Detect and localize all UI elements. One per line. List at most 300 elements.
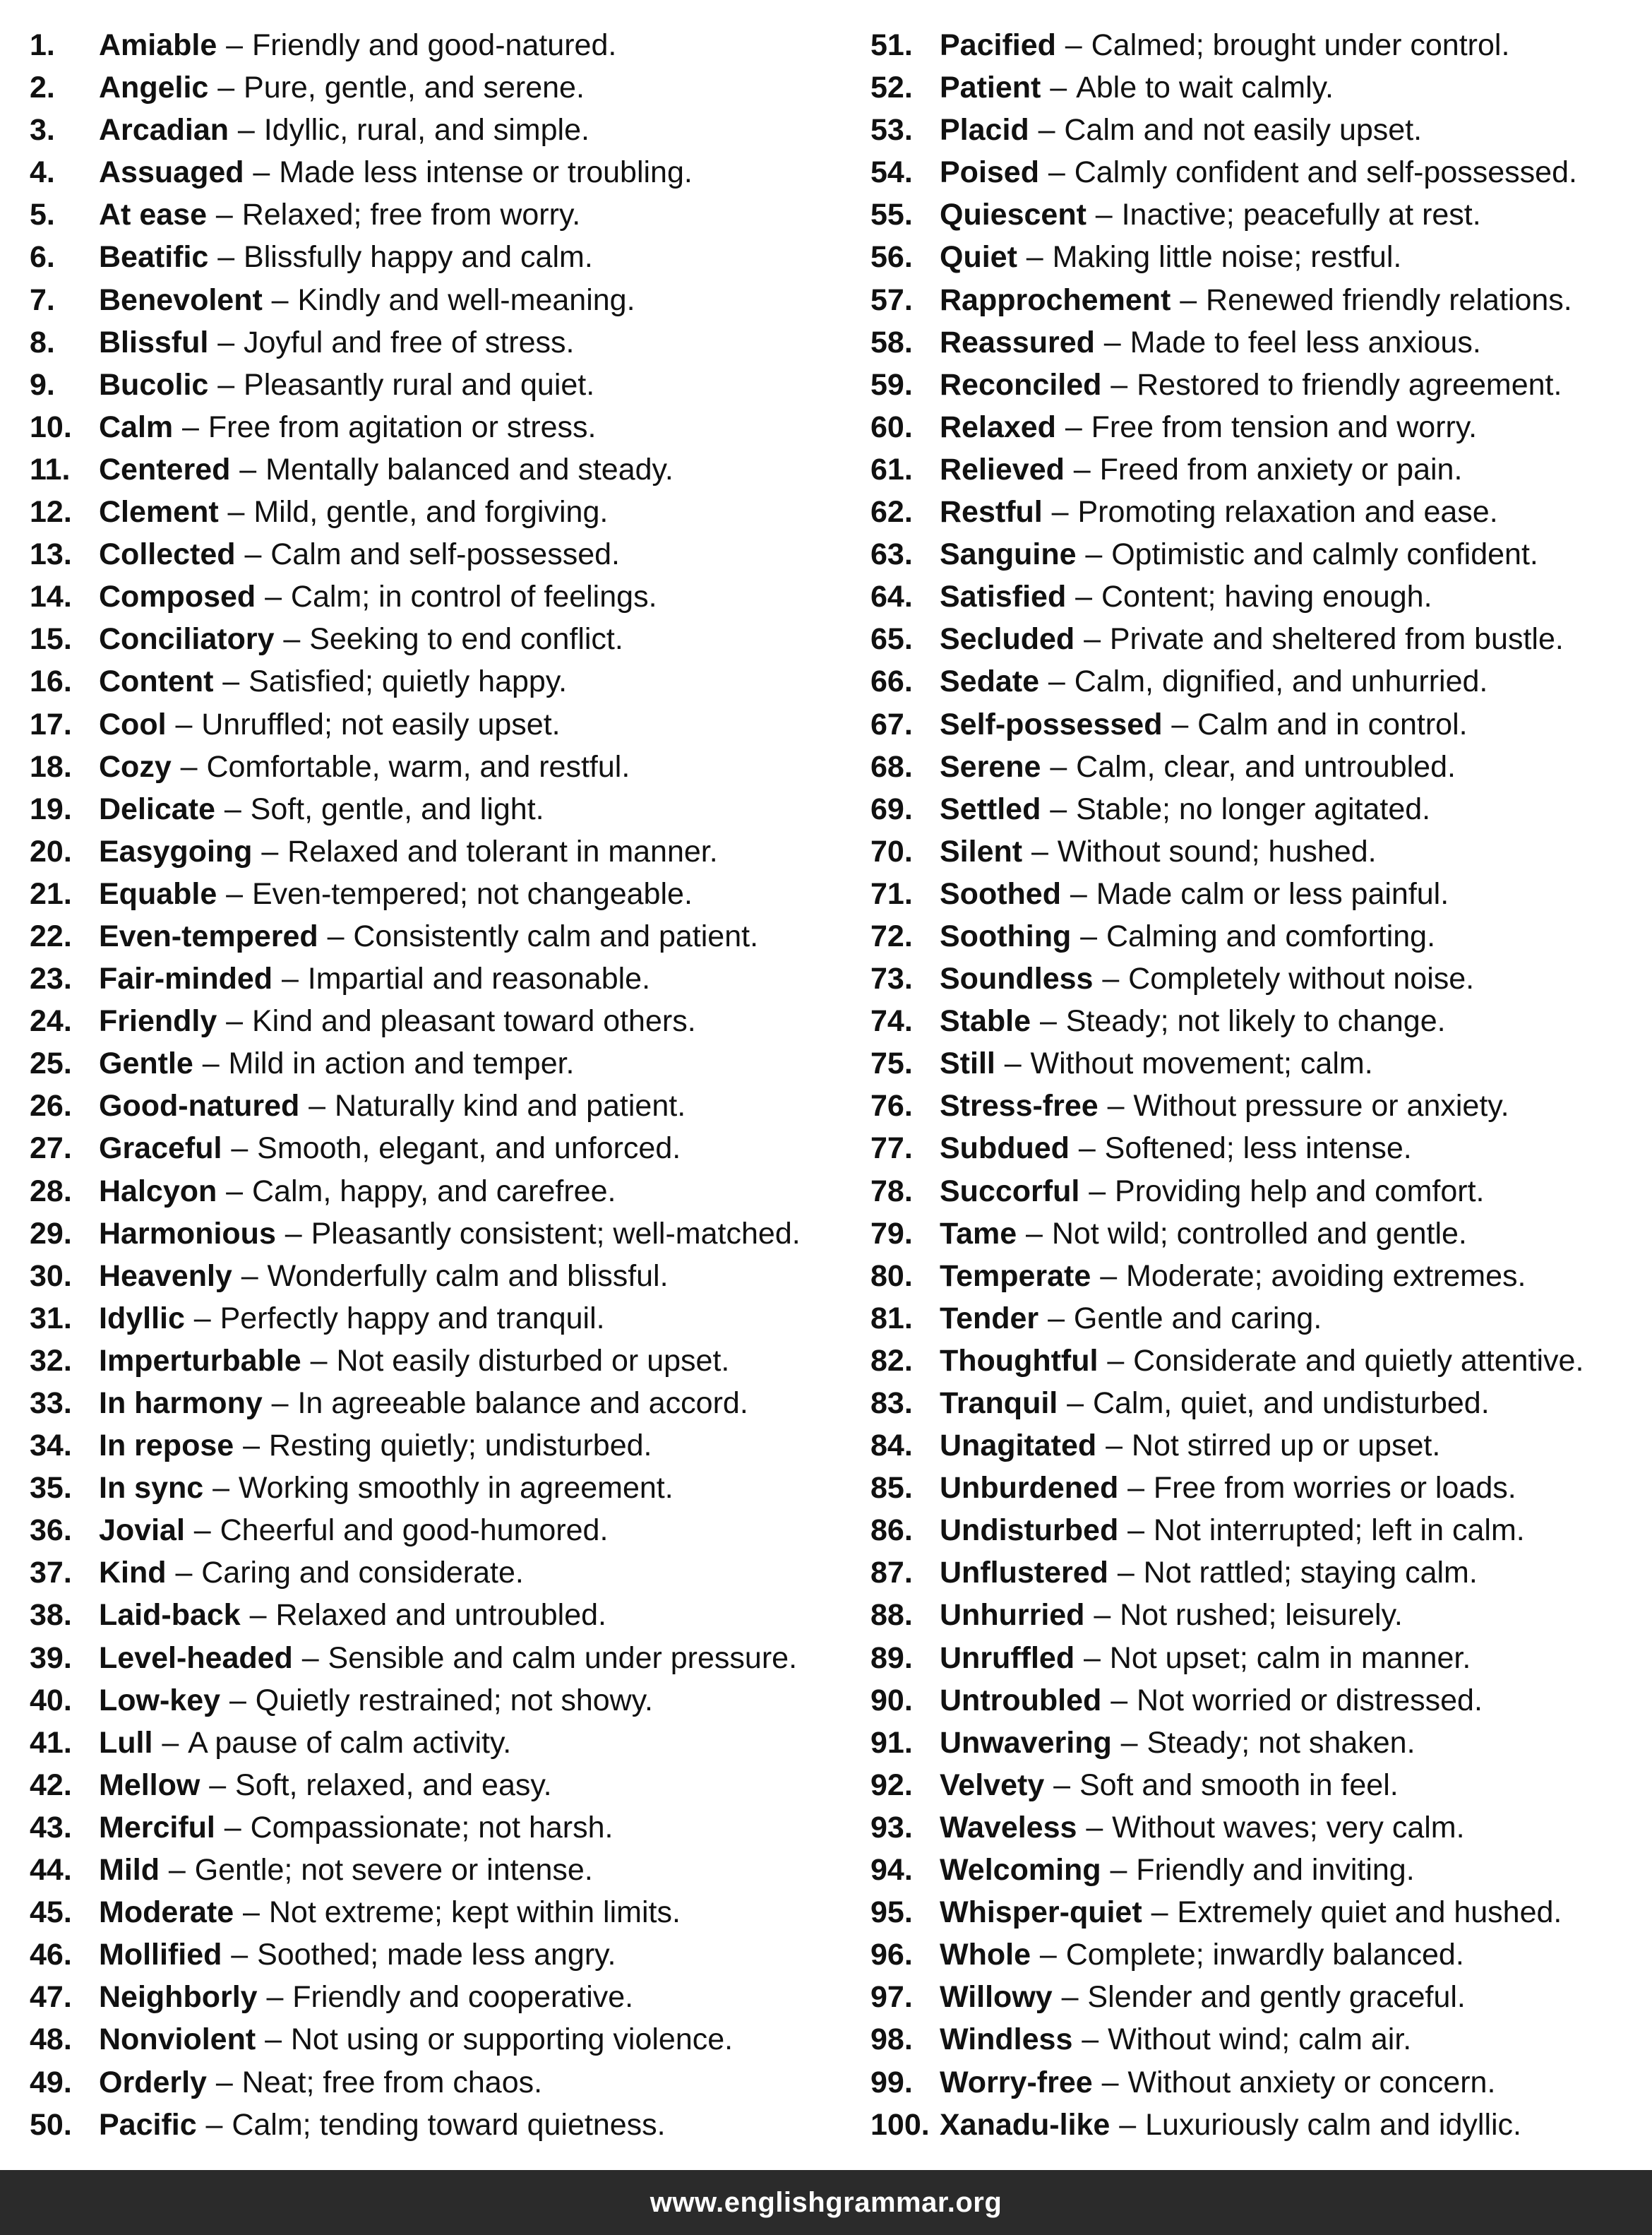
list-item bbox=[30, 364, 849, 406]
item-word: Silent bbox=[940, 834, 1023, 869]
item-definition: Made calm or less painful. bbox=[1096, 876, 1449, 911]
item-separator: – bbox=[1106, 1429, 1123, 1463]
list-item bbox=[30, 1212, 849, 1255]
item-definition: Friendly and good-natured. bbox=[251, 28, 617, 62]
item-definition: Soft and smooth in feel. bbox=[1079, 1768, 1399, 1802]
item-separator: – bbox=[213, 1471, 229, 1506]
item-separator: – bbox=[237, 113, 255, 148]
list-item bbox=[30, 958, 849, 1000]
item-number: 100. bbox=[870, 2107, 930, 2142]
item-word: Calm bbox=[99, 410, 174, 444]
item-number: 81. bbox=[870, 1301, 913, 1335]
item-separator: – bbox=[175, 1556, 193, 1590]
list-item bbox=[870, 915, 1640, 958]
item-separator: – bbox=[309, 1089, 326, 1124]
item-word: Quiescent bbox=[940, 198, 1087, 232]
item-separator: – bbox=[1082, 2022, 1099, 2057]
item-text bbox=[940, 1594, 1403, 1636]
item-word: Kind bbox=[99, 1556, 167, 1590]
item-word: Willowy bbox=[940, 1980, 1053, 2015]
item-definition: Not wild; controlled and gentle. bbox=[1051, 1216, 1467, 1251]
item-number: 19. bbox=[30, 792, 72, 826]
item-word: Equable bbox=[99, 876, 217, 911]
item-separator: – bbox=[229, 1683, 246, 1717]
item-word: Quiet bbox=[940, 240, 1017, 275]
item-number: 31. bbox=[30, 1301, 72, 1335]
item-text bbox=[940, 1679, 1483, 1722]
item-number: 76. bbox=[870, 1089, 913, 1124]
item-separator: – bbox=[1026, 240, 1043, 275]
item-definition: Making little noise; restful. bbox=[1052, 240, 1402, 275]
item-separator: – bbox=[1094, 1598, 1111, 1633]
item-number: 25. bbox=[30, 1047, 72, 1081]
item-text bbox=[99, 1382, 748, 1424]
item-word: Placid bbox=[940, 113, 1029, 148]
item-text bbox=[99, 236, 593, 278]
item-text bbox=[99, 1000, 696, 1042]
item-word: Thoughtful bbox=[940, 1343, 1099, 1378]
list-item bbox=[30, 1297, 849, 1340]
item-word: Tender bbox=[940, 1301, 1039, 1335]
item-separator: – bbox=[327, 919, 345, 953]
item-word: Rapprochement bbox=[940, 282, 1171, 317]
item-definition: Without pressure or anxiety. bbox=[1133, 1089, 1509, 1124]
item-number: 16. bbox=[30, 664, 72, 699]
item-number: 37. bbox=[30, 1556, 72, 1590]
item-word: Clement bbox=[99, 495, 219, 530]
list-item bbox=[870, 660, 1640, 703]
list-item bbox=[870, 1255, 1640, 1297]
list-item bbox=[30, 1637, 849, 1679]
list-item bbox=[30, 1551, 849, 1594]
item-number: 21. bbox=[30, 876, 72, 911]
item-definition: Quietly restrained; not showy. bbox=[255, 1683, 653, 1717]
item-text bbox=[99, 703, 561, 746]
item-word: Halcyon bbox=[99, 1174, 217, 1208]
item-separator: – bbox=[1151, 1895, 1168, 1930]
item-number: 74. bbox=[870, 1004, 913, 1039]
item-number: 67. bbox=[870, 707, 913, 741]
item-definition: Providing help and comfort. bbox=[1115, 1174, 1485, 1208]
footer-url[interactable]: www.englishgrammar.org bbox=[650, 2186, 1002, 2218]
list-item bbox=[870, 1000, 1640, 1042]
item-separator: – bbox=[1048, 664, 1065, 699]
item-separator: – bbox=[1073, 452, 1091, 487]
item-word: Orderly bbox=[99, 2065, 207, 2099]
item-separator: – bbox=[180, 749, 198, 784]
item-text bbox=[99, 1849, 593, 1891]
list-item bbox=[870, 1085, 1640, 1127]
list-item bbox=[30, 788, 849, 830]
item-separator: – bbox=[182, 410, 199, 444]
item-text bbox=[940, 1297, 1322, 1340]
item-number: 11. bbox=[30, 452, 71, 487]
item-word: Neighborly bbox=[99, 1980, 258, 2015]
list-item bbox=[870, 151, 1640, 193]
item-number: 7. bbox=[30, 282, 55, 317]
item-number: 71. bbox=[870, 876, 913, 911]
item-word: Stable bbox=[940, 1004, 1031, 1039]
item-separator: – bbox=[285, 1216, 302, 1251]
item-number: 26. bbox=[30, 1089, 72, 1124]
item-separator: – bbox=[239, 452, 257, 487]
item-word: Benevolent bbox=[99, 282, 263, 317]
item-separator: – bbox=[281, 962, 299, 996]
item-definition: Without waves; very calm. bbox=[1112, 1810, 1465, 1844]
item-word: Pacific bbox=[99, 2107, 197, 2142]
item-separator: – bbox=[1085, 537, 1103, 572]
item-number: 88. bbox=[870, 1598, 913, 1633]
item-number: 78. bbox=[870, 1174, 913, 1208]
item-text bbox=[940, 1722, 1415, 1764]
list-item bbox=[30, 491, 849, 533]
item-number: 89. bbox=[870, 1640, 913, 1675]
item-separator: – bbox=[1110, 1853, 1127, 1888]
item-number: 90. bbox=[870, 1683, 913, 1717]
item-text bbox=[940, 321, 1481, 364]
item-text bbox=[940, 660, 1488, 703]
item-number: 12. bbox=[30, 495, 72, 530]
list-item bbox=[870, 1424, 1640, 1467]
item-number: 48. bbox=[30, 2022, 72, 2057]
item-separator: – bbox=[283, 622, 301, 657]
item-word: Cool bbox=[99, 707, 167, 741]
item-separator: – bbox=[1127, 1471, 1145, 1506]
item-separator: – bbox=[1084, 622, 1101, 657]
item-word: Graceful bbox=[99, 1131, 222, 1166]
item-definition: Made to feel less anxious. bbox=[1130, 325, 1481, 359]
item-number: 54. bbox=[870, 155, 913, 190]
item-text bbox=[940, 66, 1334, 109]
item-separator: – bbox=[243, 1895, 260, 1930]
item-text bbox=[940, 915, 1435, 958]
list-item bbox=[870, 1382, 1640, 1424]
item-number: 3. bbox=[30, 113, 55, 148]
item-text bbox=[99, 746, 630, 788]
item-number: 93. bbox=[870, 1810, 913, 1844]
item-word: Friendly bbox=[99, 1004, 217, 1039]
item-text bbox=[940, 364, 1562, 406]
list-item bbox=[30, 24, 849, 66]
item-text bbox=[99, 1594, 606, 1636]
list-item bbox=[870, 406, 1640, 448]
item-separator: – bbox=[1095, 198, 1113, 232]
item-separator: – bbox=[226, 876, 244, 911]
item-definition: Friendly and cooperative. bbox=[292, 1980, 634, 2015]
item-separator: – bbox=[1070, 876, 1087, 911]
item-number: 57. bbox=[870, 282, 913, 317]
item-definition: Not extreme; kept within limits. bbox=[268, 1895, 681, 1930]
item-separator: – bbox=[1080, 919, 1098, 953]
item-text bbox=[940, 491, 1498, 533]
item-text bbox=[940, 1212, 1467, 1255]
list-item bbox=[30, 1764, 849, 1806]
item-definition: Impartial and reasonable. bbox=[307, 962, 651, 996]
item-separator: – bbox=[1111, 367, 1128, 402]
item-definition: Relaxed; free from worry. bbox=[241, 198, 581, 232]
item-word: Secluded bbox=[940, 622, 1075, 657]
list-item bbox=[30, 660, 849, 703]
item-word: Reconciled bbox=[940, 367, 1102, 402]
list-item bbox=[30, 1933, 849, 1976]
item-text bbox=[940, 958, 1474, 1000]
item-number: 18. bbox=[30, 749, 72, 784]
item-text bbox=[99, 321, 574, 364]
item-word: Low-key bbox=[99, 1683, 221, 1717]
item-text bbox=[940, 1170, 1484, 1212]
item-separator: – bbox=[1039, 1938, 1057, 1972]
item-definition: Soft, relaxed, and easy. bbox=[235, 1768, 552, 1802]
item-text bbox=[940, 1551, 1478, 1594]
list-item bbox=[30, 915, 849, 958]
item-definition: Considerate and quietly attentive. bbox=[1133, 1343, 1584, 1378]
item-separator: – bbox=[193, 1513, 211, 1548]
list-item bbox=[870, 2018, 1640, 2061]
list-item bbox=[870, 1637, 1640, 1679]
item-number: 22. bbox=[30, 919, 72, 953]
item-separator: – bbox=[1061, 1980, 1079, 2015]
item-separator: – bbox=[1051, 495, 1069, 530]
item-number: 79. bbox=[870, 1216, 913, 1251]
item-word: Delicate bbox=[99, 792, 215, 826]
list-item bbox=[30, 873, 849, 915]
list-item bbox=[30, 66, 849, 109]
item-word: Bucolic bbox=[99, 367, 209, 402]
item-definition: Made less intense or troubling. bbox=[279, 155, 693, 190]
item-word: Heavenly bbox=[99, 1258, 232, 1293]
item-definition: Kind and pleasant toward others. bbox=[251, 1004, 696, 1039]
item-definition: Free from worries or loads. bbox=[1153, 1471, 1516, 1506]
list-item bbox=[30, 1170, 849, 1212]
item-separator: – bbox=[168, 1853, 186, 1888]
item-separator: – bbox=[1004, 1047, 1022, 1081]
item-word: Pacified bbox=[940, 28, 1056, 62]
item-definition: Even-tempered; not changeable. bbox=[251, 876, 693, 911]
item-separator: – bbox=[162, 1725, 179, 1760]
item-number: 43. bbox=[30, 1810, 72, 1844]
item-separator: – bbox=[224, 1810, 241, 1844]
item-text bbox=[99, 1042, 575, 1085]
item-definition: Without sound; hushed. bbox=[1057, 834, 1377, 869]
item-separator: – bbox=[1065, 410, 1082, 444]
item-text bbox=[940, 406, 1477, 448]
item-text bbox=[99, 1212, 801, 1255]
list-item bbox=[30, 236, 849, 278]
item-number: 38. bbox=[30, 1598, 72, 1633]
item-number: 46. bbox=[30, 1938, 72, 1972]
item-separator: – bbox=[226, 28, 244, 62]
item-word: Subdued bbox=[940, 1131, 1070, 1166]
item-definition: Smooth, elegant, and unforced. bbox=[257, 1131, 681, 1166]
item-text bbox=[99, 364, 594, 406]
item-definition: Calm, dignified, and unhurried. bbox=[1074, 664, 1488, 699]
item-separator: – bbox=[215, 2065, 233, 2099]
item-definition: Calm and self-possessed. bbox=[270, 537, 620, 572]
item-number: 77. bbox=[870, 1131, 913, 1166]
item-definition: Working smoothly in agreement. bbox=[238, 1471, 674, 1506]
item-text bbox=[940, 703, 1468, 746]
item-separator: – bbox=[175, 707, 193, 741]
item-separator: – bbox=[266, 1980, 284, 2015]
item-number: 92. bbox=[870, 1768, 913, 1802]
item-definition: Calm, clear, and untroubled. bbox=[1076, 749, 1456, 784]
item-word: Mild bbox=[99, 1853, 160, 1888]
item-separator: – bbox=[205, 2107, 223, 2142]
list-item bbox=[870, 533, 1640, 576]
item-word: Tranquil bbox=[940, 1386, 1058, 1420]
item-word: Gentle bbox=[99, 1047, 193, 1081]
list-item bbox=[870, 1509, 1640, 1551]
item-text bbox=[99, 151, 693, 193]
item-word: Reassured bbox=[940, 325, 1095, 359]
item-word: Cozy bbox=[99, 749, 172, 784]
item-word: Poised bbox=[940, 155, 1039, 190]
item-number: 17. bbox=[30, 707, 72, 741]
list-item bbox=[30, 1467, 849, 1509]
item-text bbox=[940, 873, 1449, 915]
item-text bbox=[940, 1637, 1471, 1679]
item-definition: Without anxiety or concern. bbox=[1127, 2065, 1496, 2099]
item-separator: – bbox=[1107, 1089, 1125, 1124]
item-word: Unagitated bbox=[940, 1429, 1097, 1463]
item-text bbox=[940, 1849, 1415, 1891]
item-definition: Gentle and caring. bbox=[1073, 1301, 1322, 1335]
item-text bbox=[99, 2104, 666, 2146]
item-separator: – bbox=[1075, 580, 1093, 614]
list-item bbox=[870, 746, 1640, 788]
item-word: Even-tempered bbox=[99, 919, 318, 953]
list-item bbox=[870, 1340, 1640, 1382]
item-text bbox=[940, 746, 1456, 788]
item-definition: Comfortable, warm, and restful. bbox=[206, 749, 630, 784]
item-text bbox=[940, 618, 1564, 660]
item-definition: A pause of calm activity. bbox=[188, 1725, 512, 1760]
item-text bbox=[99, 1509, 608, 1551]
list-item bbox=[30, 1042, 849, 1085]
item-number: 98. bbox=[870, 2022, 913, 2057]
item-number: 30. bbox=[30, 1258, 72, 1293]
item-text bbox=[940, 236, 1401, 278]
item-definition: Kindly and well-meaning. bbox=[297, 282, 635, 317]
item-text bbox=[940, 109, 1422, 151]
item-separator: – bbox=[1086, 1810, 1103, 1844]
item-text bbox=[940, 2018, 1411, 2061]
item-number: 36. bbox=[30, 1513, 72, 1548]
item-word: At ease bbox=[99, 198, 207, 232]
list-item bbox=[30, 1806, 849, 1849]
list-item bbox=[870, 576, 1640, 618]
item-word: Angelic bbox=[99, 71, 209, 105]
item-word: Unhurried bbox=[940, 1598, 1085, 1633]
item-text bbox=[940, 1424, 1440, 1467]
item-word: Undisturbed bbox=[940, 1513, 1119, 1548]
item-number: 99. bbox=[870, 2065, 913, 2099]
item-definition: Without wind; calm air. bbox=[1108, 2022, 1412, 2057]
item-text bbox=[940, 1255, 1526, 1297]
item-word: Lull bbox=[99, 1725, 153, 1760]
item-definition: Seeking to end conflict. bbox=[309, 622, 623, 657]
item-separator: – bbox=[231, 1131, 249, 1166]
item-definition: Calmed; brought under control. bbox=[1091, 28, 1510, 62]
list-item bbox=[30, 193, 849, 236]
list-item bbox=[30, 1976, 849, 2018]
list-item bbox=[30, 1509, 849, 1551]
item-number: 27. bbox=[30, 1131, 72, 1166]
list-item bbox=[30, 1255, 849, 1297]
item-word: Mollified bbox=[99, 1938, 222, 1972]
item-definition: Not rushed; leisurely. bbox=[1120, 1598, 1403, 1633]
item-definition: Pure, gentle, and serene. bbox=[244, 71, 585, 105]
item-definition: Consistently calm and patient. bbox=[353, 919, 759, 953]
item-separator: – bbox=[265, 2022, 282, 2057]
item-number: 6. bbox=[30, 240, 55, 275]
item-text bbox=[99, 958, 650, 1000]
item-separator: – bbox=[1089, 1174, 1106, 1208]
item-word: Assuaged bbox=[99, 155, 244, 190]
item-text bbox=[940, 1085, 1509, 1127]
item-word: Temperate bbox=[940, 1258, 1091, 1293]
item-word: Moderate bbox=[99, 1895, 234, 1930]
item-number: 58. bbox=[870, 325, 913, 359]
list-item bbox=[30, 1085, 849, 1127]
item-word: Patient bbox=[940, 71, 1041, 105]
item-separator: – bbox=[1067, 1386, 1084, 1420]
item-separator: – bbox=[1053, 1768, 1071, 1802]
list-item bbox=[870, 236, 1640, 278]
item-text bbox=[99, 1424, 652, 1467]
item-separator: – bbox=[301, 1640, 319, 1675]
item-text bbox=[940, 279, 1572, 321]
item-number: 61. bbox=[870, 452, 913, 487]
item-separator: – bbox=[253, 155, 270, 190]
list-item bbox=[870, 1467, 1640, 1509]
item-text bbox=[99, 1297, 605, 1340]
item-definition: Optimistic and calmly confident. bbox=[1111, 537, 1538, 572]
item-separator: – bbox=[215, 198, 233, 232]
item-number: 63. bbox=[870, 537, 913, 572]
item-number: 20. bbox=[30, 834, 72, 869]
item-separator: – bbox=[1111, 1683, 1128, 1717]
list-item bbox=[30, 618, 849, 660]
item-word: Still bbox=[940, 1047, 995, 1081]
item-word: Restful bbox=[940, 495, 1043, 530]
item-number: 55. bbox=[870, 198, 913, 232]
item-text bbox=[940, 1127, 1412, 1169]
item-number: 86. bbox=[870, 1513, 913, 1548]
item-number: 5. bbox=[30, 198, 55, 232]
item-separator: – bbox=[217, 240, 235, 275]
list-item bbox=[870, 1212, 1640, 1255]
item-separator: – bbox=[1050, 71, 1067, 105]
item-number: 82. bbox=[870, 1343, 913, 1378]
item-number: 64. bbox=[870, 580, 913, 614]
list-item bbox=[30, 1127, 849, 1169]
item-separator: – bbox=[226, 1174, 244, 1208]
item-word: Arcadian bbox=[99, 113, 229, 148]
item-definition: Not easily disturbed or upset. bbox=[336, 1343, 730, 1378]
item-number: 15. bbox=[30, 622, 72, 657]
item-number: 14. bbox=[30, 580, 72, 614]
item-text bbox=[99, 915, 758, 958]
item-separator: – bbox=[1038, 113, 1055, 148]
item-definition: Pleasantly consistent; well-matched. bbox=[311, 1216, 801, 1251]
item-separator: – bbox=[1026, 1216, 1043, 1251]
footer-bar bbox=[0, 2170, 1652, 2235]
list-item bbox=[30, 2018, 849, 2061]
item-definition: Not stirred up or upset. bbox=[1131, 1429, 1441, 1463]
item-text bbox=[940, 1340, 1584, 1382]
item-text bbox=[940, 2061, 1495, 2104]
